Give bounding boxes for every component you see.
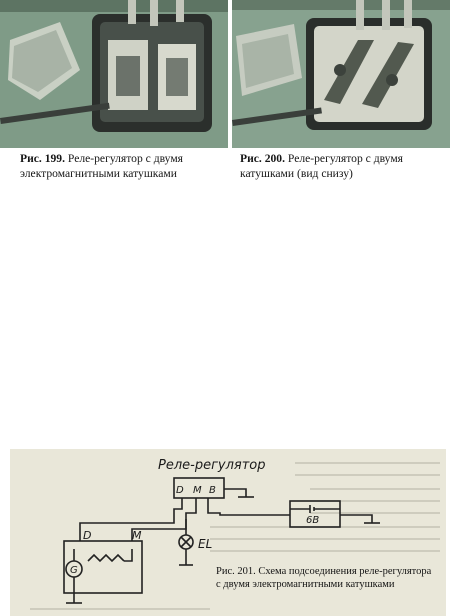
figure-199-number: Рис. 199.: [20, 152, 65, 165]
battery-label: 6В: [306, 515, 320, 526]
regulator-terminal-b: B: [209, 485, 216, 496]
lamp-label: EL: [198, 537, 213, 551]
field-coil-icon: [88, 555, 124, 561]
regulator-ground-wire: [224, 489, 246, 497]
regulator-terminal-m: M: [193, 485, 202, 496]
figure-200-number: Рис. 200.: [240, 152, 285, 165]
figure-199-text: Реле-регулятор с двумя электромагнитными катушками: [20, 152, 183, 180]
generator-terminal-d: D: [83, 529, 92, 542]
figure-201-number: Рис. 201.: [216, 566, 256, 577]
wire-d: [80, 498, 182, 541]
battery-icon: [290, 505, 340, 513]
figure-201-text: Схема подсоединения реле-регулятора с двумя электромагнитными катушками: [216, 566, 432, 590]
generator-icon: [66, 549, 82, 603]
figure-200-caption: [240, 151, 445, 181]
wire-b: [208, 498, 270, 515]
regulator-terminal-d: D: [176, 485, 184, 496]
figure-199-caption: [20, 151, 230, 181]
generator-label: G: [70, 565, 78, 576]
figure-200-photo: [232, 0, 450, 148]
lamp-icon: [179, 535, 193, 565]
figure-201-caption: [216, 565, 436, 591]
figure-199-photo: [0, 0, 228, 148]
blank-page-area: [0, 192, 450, 447]
figure-200-text: Реле-регулятор с двумя катушками (вид снизу): [240, 152, 403, 180]
generator-terminal-m: M: [132, 529, 142, 542]
battery-wire-out: [340, 515, 372, 523]
scheme-title: Реле-регулятор: [158, 458, 266, 473]
field-coil-wire: [124, 549, 132, 561]
